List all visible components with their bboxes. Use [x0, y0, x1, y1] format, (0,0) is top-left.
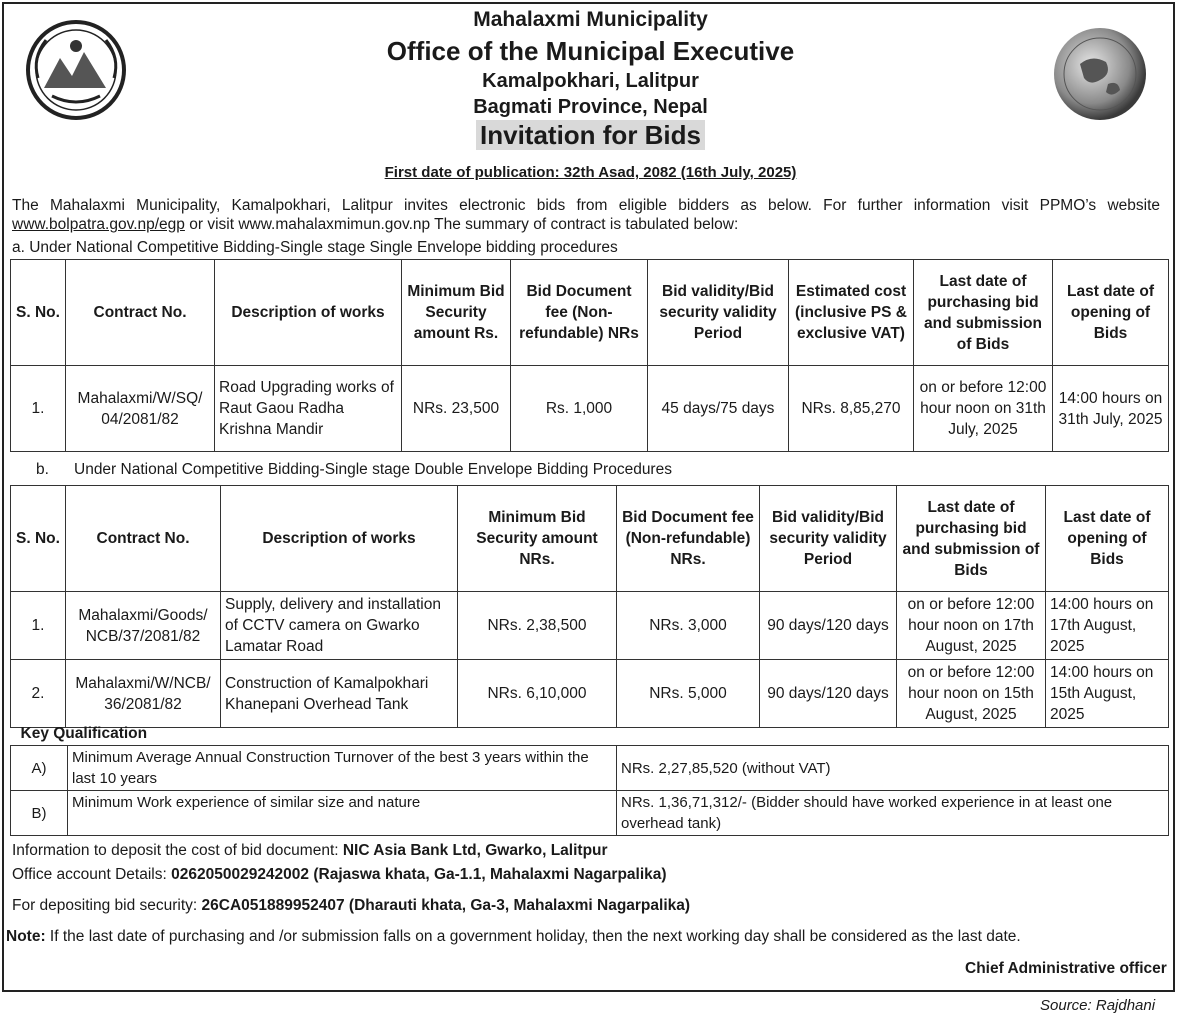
address-line-1: Kamalpokhari, Lalitpur: [482, 70, 699, 92]
table-header-row: [11, 260, 1169, 366]
kq-value: NRs. 1,36,71,312/- (Bidder should have worked experience in at least one overhead tank): [617, 791, 1169, 836]
section-b-title: [36, 461, 672, 479]
col-sn: S. No.: [11, 486, 66, 592]
cell-validity: 90 days/120 days: [760, 660, 897, 728]
intro-text-1: The Mahalaxmi Municipality, Kamalpokhari, Lalitpur invites electronic bids from eligible bidders as below. For further information visit PPMO’s website: [12, 197, 1160, 214]
account-number: 0262050029242002 (Rajaswa khata, Ga-1.1, Mahalaxmi Nagarpalika): [171, 866, 667, 883]
account-info: [12, 866, 667, 884]
kq-label: A): [11, 746, 68, 791]
cell-opening: 14:00 hours on 17th August, 2025: [1046, 592, 1169, 660]
notice-title: [0, 120, 1181, 151]
intro-paragraph: [12, 196, 1160, 234]
cell-sn: 1.: [11, 366, 66, 452]
col-fee: Bid Document fee (Non-refundable) NRs.: [617, 486, 760, 592]
key-qualification-title-row: [11, 722, 1169, 746]
kq-label: B): [11, 791, 68, 836]
section-b-title-text: Under National Competitive Bidding-Single stage Double Envelope Bidding Procedures: [74, 461, 672, 478]
deposit-label: Information to deposit the cost of bid document:: [12, 842, 343, 859]
section-b-table: [10, 485, 1169, 728]
cell-fee: NRs. 3,000: [617, 592, 760, 660]
intro-text-2: or visit www.mahalaxmimun.gov.np The summary of contract is tabulated below:: [184, 216, 739, 233]
table-row: [11, 791, 1169, 836]
cell-validity: 90 days/120 days: [760, 592, 897, 660]
col-contract: Contract No.: [66, 486, 221, 592]
ppmo-link[interactable]: www.bolpatra.gov.np/egp: [12, 216, 185, 233]
cell-last-purchase: on or before 12:00 hour noon on 15th August, 2025: [897, 660, 1046, 728]
table-row: [11, 660, 1169, 728]
section-a-title: a. Under National Competitive Bidding-Single stage Single Envelope bidding procedures: [12, 239, 618, 256]
org-name: Mahalaxmi Municipality: [473, 8, 708, 31]
col-security: Minimum Bid Security amount Rs.: [402, 260, 511, 366]
cell-security: NRs. 23,500: [402, 366, 511, 452]
col-validity: Bid validity/Bid security validity Period: [760, 486, 897, 592]
security-account: 26CA051889952407 (Dharauti khata, Ga-3, Mahalaxmi Nagarpalika): [201, 897, 691, 914]
signatory: Chief Administrative officer: [965, 960, 1167, 977]
cell-security: NRs. 6,10,000: [458, 660, 617, 728]
notice-title-text: Invitation for Bids: [476, 120, 705, 150]
deposit-info: [12, 842, 608, 860]
col-description: Description of works: [221, 486, 458, 592]
source-credit: Source: Rajdhani: [1040, 997, 1156, 1014]
cell-contract: Mahalaxmi/Goods/ NCB/37/2081/82: [66, 592, 221, 660]
section-a-table: [10, 259, 1169, 452]
kq-value: NRs. 2,27,85,520 (without VAT): [617, 746, 1169, 791]
col-security: Minimum Bid Security amount NRs.: [458, 486, 617, 592]
key-qualification-table: [10, 722, 1169, 836]
note-label: Note:: [6, 928, 46, 945]
cell-contract: Mahalaxmi/W/NCB/ 36/2081/82: [66, 660, 221, 728]
note-text: If the last date of purchasing and /or submission falls on a government holiday, then the next working day shall be considered as the last date.: [45, 928, 1021, 945]
col-opening: Last date of opening of Bids: [1053, 260, 1169, 366]
cell-sn: 1.: [11, 592, 66, 660]
section-b-label: b.: [36, 461, 49, 478]
cell-opening: 14:00 hours on 31th July, 2025: [1053, 366, 1169, 452]
cell-description: Supply, delivery and installation of CCTV camera on Gwarko Lamatar Road: [221, 592, 458, 660]
cell-description: Road Upgrading works of Raut Gaou Radha Krishna Mandir: [215, 366, 402, 452]
cell-estimated-cost: NRs. 8,85,270: [789, 366, 914, 452]
deposit-bank: NIC Asia Bank Ltd, Gwarko, Lalitpur: [342, 842, 608, 859]
col-opening: Last date of opening of Bids: [1046, 486, 1169, 592]
cell-fee: NRs. 5,000: [617, 660, 760, 728]
col-fee: Bid Document fee (Non-refundable) NRs: [511, 260, 648, 366]
cell-description: Construction of Kamalpokhari Khanepani Overhead Tank: [221, 660, 458, 728]
cell-validity: 45 days/75 days: [648, 366, 789, 452]
cell-contract: Mahalaxmi/W/SQ/ 04/2081/82: [66, 366, 215, 452]
table-header-row: [11, 486, 1169, 592]
cell-last-purchase: on or before 12:00 hour noon on 31th July, 2025: [914, 366, 1053, 452]
col-validity: Bid validity/Bid security validity Period: [648, 260, 789, 366]
security-info: [12, 897, 690, 915]
kq-criterion: Minimum Average Annual Construction Turnover of the best 3 years within the last 10 years: [68, 746, 617, 791]
col-contract: Contract No.: [66, 260, 215, 366]
table-row: [11, 592, 1169, 660]
cell-sn: 2.: [11, 660, 66, 728]
col-sn: S. No.: [11, 260, 66, 366]
kq-criterion: Minimum Work experience of similar size and nature: [68, 791, 617, 836]
note: [6, 928, 1021, 946]
table-row: [11, 746, 1169, 791]
col-description: Description of works: [215, 260, 402, 366]
cell-security: NRs. 2,38,500: [458, 592, 617, 660]
col-last-purchase: Last date of purchasing bid and submission of Bids: [897, 486, 1046, 592]
office-name: Office of the Municipal Executive: [386, 36, 795, 66]
cell-opening: 14:00 hours on 15th August, 2025: [1046, 660, 1169, 728]
address-line-2: Bagmati Province, Nepal: [473, 96, 708, 118]
cell-last-purchase: on or before 12:00 hour noon on 17th August, 2025: [897, 592, 1046, 660]
col-estimated-cost: Estimated cost (inclusive PS & exclusive VAT): [789, 260, 914, 366]
security-label: For depositing bid security:: [12, 897, 202, 914]
col-last-purchase: Last date of purchasing bid and submission of Bids: [914, 260, 1053, 366]
account-label: Office account Details:: [12, 866, 172, 883]
cell-fee: Rs. 1,000: [511, 366, 648, 452]
publication-date: First date of publication: 32th Asad, 2082 (16th July, 2025): [384, 164, 797, 181]
table-row: [11, 366, 1169, 452]
key-qualification-title: Key Qualification: [20, 725, 148, 742]
